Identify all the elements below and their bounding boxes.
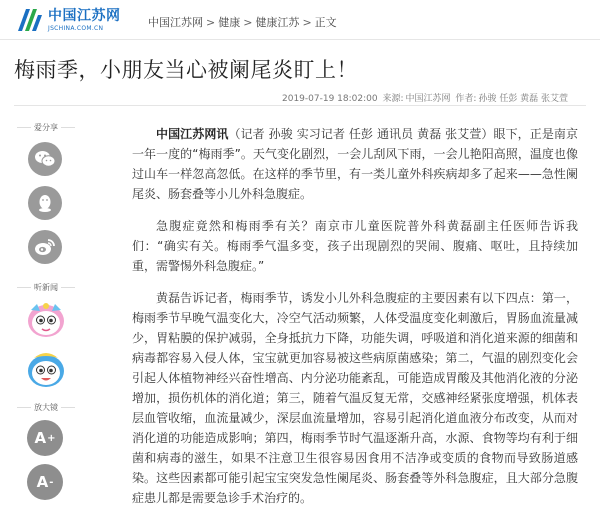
source-label: 来源: <box>382 94 404 104</box>
site-header <box>0 0 600 40</box>
font-increase-button[interactable] <box>27 420 63 456</box>
author-names: 孙骏 任彭 黄磊 张艾萱 <box>478 94 569 104</box>
font-decrease-letter: A <box>36 473 49 491</box>
logo-text <box>48 9 121 32</box>
logo-name: 中国江苏网 <box>48 7 121 24</box>
publish-datetime: 2019-07-19 18:02:00 <box>282 94 378 104</box>
paragraph-text: （记者 孙骏 实习记者 任彭 通讯员 黄磊 张艾萱）眼下，正是南京一年一度的“梅雨季”。天气变化剧烈，一会儿刮风下雨，一会儿艳阳高照，温度也像过山车一样忽高忽低。在这样的季节里，有一类儿童外科疾病却多了起来——急性阑尾炎、肠套叠等小儿外科急腹症。 <box>132 127 578 201</box>
breadcrumb <box>148 14 337 30</box>
share-weibo-button[interactable] <box>28 230 62 264</box>
article-title: 梅雨季，小朋友当心被阑尾炎盯上！ <box>14 58 358 82</box>
share-qq-button[interactable] <box>28 186 62 220</box>
sidebar-tools <box>14 112 78 512</box>
article-source-lead: 中国江苏网讯 <box>156 127 229 141</box>
article-paragraph <box>132 288 578 508</box>
zoom-label: 放大镜 <box>14 400 78 414</box>
breadcrumb-separator: > <box>206 16 216 29</box>
font-decrease-sign: - <box>49 476 54 488</box>
logo-mark-icon <box>14 5 44 35</box>
article-paragraph <box>132 124 578 204</box>
breadcrumb-current: 正文 <box>314 16 337 29</box>
font-increase-letter: A <box>34 429 47 447</box>
weibo-icon <box>34 237 56 257</box>
title-divider <box>14 105 586 106</box>
font-decrease-button[interactable] <box>27 464 63 500</box>
paragraph-text: 急腹症竟然和梅雨季有关？南京市儿童医院普外科黄磊副主任医师告诉我们：“确实有关。梅雨季气温多变，孩子出现剧烈的哭闹、腹痛、呕吐，且持续加重，需警惕外科急腹症。” <box>132 219 578 273</box>
listen-label: 听新闻 <box>14 280 78 294</box>
breadcrumb-separator: > <box>302 16 312 29</box>
listen-male-voice-button[interactable] <box>25 348 67 390</box>
font-increase-sign: + <box>47 432 56 444</box>
paragraph-text: 黄磊告诉记者，梅雨季节，诱发小儿外科急腹症的主要因素有以下四点：第一，梅雨季节早晚气温变化大，冷空气活动频繁，人体受温度变化刺激后，胃肠血流量减少，胃粘膜的保护减弱，全身抵抗力下降，功能失调，呼吸道和消化道来源的细菌和病毒都容易入侵人体，宝宝就更加容易被这些病原菌感染；第二，气温的剧烈变化会引起人体植物神经兴奋性增高、内分泌功能紊乱，可能造成胃酸及其他消化液的分泌增加，损伤机体的消化道；第三，随着气温反复无常，交感神经紧张度增强，机体表层血管收缩，血流量减少，深层血流量增加，容易引起消化道血液分布改变，从而对消化道的功能造成影响；第四，梅雨季节时气温逐渐升高，水源、食物等均有利于细菌和病毒的滋生，如果不注意卫生很容易因食用不洁净或变质的食物而导致肠道感染。这些因素都可能引起宝宝突发急性阑尾炎、肠套叠等外科急腹症，且大部分急腹症患儿都是需要急诊手术治疗的。 <box>132 291 578 505</box>
mascot-girl-icon <box>25 298 67 340</box>
author-label: 作者: <box>455 94 477 104</box>
listen-female-voice-button[interactable] <box>25 298 67 340</box>
breadcrumb-separator: > <box>243 16 253 29</box>
share-wechat-button[interactable] <box>28 142 62 176</box>
site-logo[interactable] <box>14 4 134 36</box>
article-body <box>132 124 578 520</box>
article-paragraph <box>132 216 578 276</box>
wechat-icon <box>34 149 56 169</box>
share-label: 爱分享 <box>14 120 78 134</box>
breadcrumb-health-jiangsu[interactable]: 健康江苏 <box>255 16 300 29</box>
qq-icon <box>36 193 54 213</box>
article-meta <box>282 91 570 104</box>
breadcrumb-health[interactable]: 健康 <box>218 16 241 29</box>
mascot-boy-icon <box>25 348 67 390</box>
breadcrumb-home[interactable]: 中国江苏网 <box>148 16 203 29</box>
source-name: 中国江苏网 <box>405 94 451 104</box>
logo-domain: JSCHINA.COM.CN <box>48 24 104 32</box>
